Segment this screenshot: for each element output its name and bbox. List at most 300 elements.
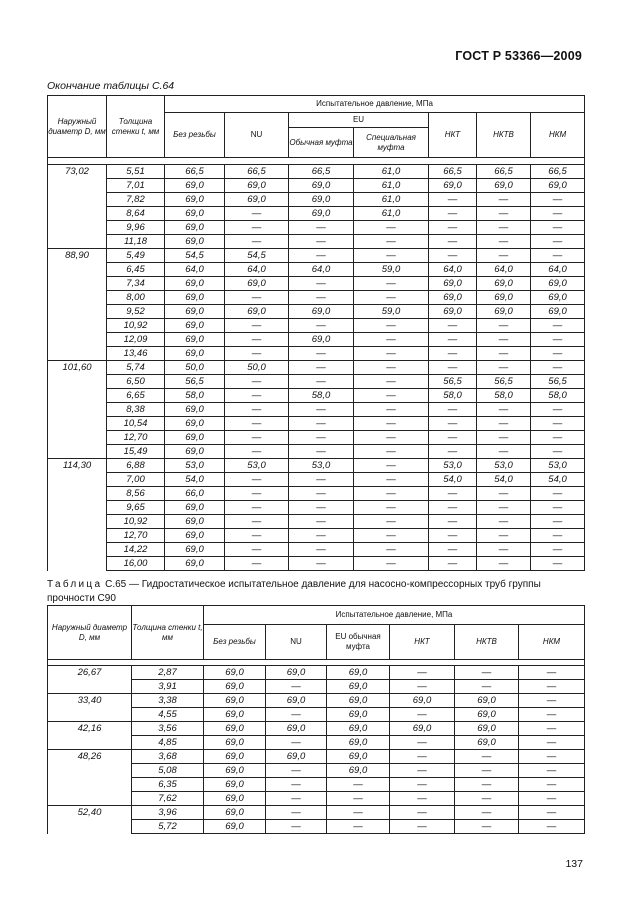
table-row <box>48 459 585 473</box>
pressure-value-cell: 53,0 <box>477 459 531 473</box>
table-c64-caption: Окончание таблицы С.64 <box>47 80 175 92</box>
pressure-value-cell: — <box>429 207 477 221</box>
pressure-value-cell: 69,0 <box>455 736 519 750</box>
pressure-value-cell: — <box>225 543 289 557</box>
col-eu-special-header: Специальная муфта <box>354 128 429 158</box>
pressure-value-cell: 54,5 <box>165 249 225 263</box>
diameter-cell: 26,67 <box>48 666 132 694</box>
table-row <box>48 179 585 193</box>
pressure-value-cell: — <box>429 543 477 557</box>
pressure-value-cell: — <box>531 417 585 431</box>
pressure-value-cell: 56,5 <box>477 375 531 389</box>
pressure-value-cell: — <box>429 235 477 249</box>
pressure-value-cell: 54,0 <box>165 473 225 487</box>
table-row <box>48 501 585 515</box>
wall-thickness-cell: 12,70 <box>107 529 165 543</box>
pressure-value-cell: — <box>390 736 455 750</box>
pressure-value-cell: 69,0 <box>165 347 225 361</box>
pressure-value-cell: 66,5 <box>165 165 225 179</box>
pressure-value-cell: — <box>477 361 531 375</box>
pressure-value-cell: — <box>289 221 354 235</box>
pressure-value-cell: — <box>354 501 429 515</box>
col-nkt-header: НКТ <box>429 113 477 158</box>
wall-thickness-cell: 5,49 <box>107 249 165 263</box>
pressure-value-cell: — <box>354 333 429 347</box>
wall-thickness-cell: 6,88 <box>107 459 165 473</box>
pressure-value-cell: 69,0 <box>266 722 327 736</box>
pressure-value-cell: — <box>289 501 354 515</box>
wall-thickness-cell: 5,72 <box>132 820 204 834</box>
pressure-value-cell: 69,0 <box>266 666 327 680</box>
pressure-value-cell: — <box>390 806 455 820</box>
pressure-value-cell: — <box>225 431 289 445</box>
pressure-value-cell: — <box>477 235 531 249</box>
pressure-value-cell: — <box>477 543 531 557</box>
pressure-value-cell: 61,0 <box>354 193 429 207</box>
pressure-value-cell: — <box>531 403 585 417</box>
pressure-value-cell: 59,0 <box>354 305 429 319</box>
pressure-value-cell: — <box>225 529 289 543</box>
pressure-value-cell: — <box>289 417 354 431</box>
pressure-value-cell: 58,0 <box>429 389 477 403</box>
pressure-value-cell: — <box>289 277 354 291</box>
pressure-value-cell: 54,0 <box>531 473 585 487</box>
pressure-value-cell: — <box>477 529 531 543</box>
pressure-value-cell: — <box>225 291 289 305</box>
pressure-value-cell: — <box>477 403 531 417</box>
pressure-value-cell: 69,0 <box>225 179 289 193</box>
pressure-value-cell: — <box>429 487 477 501</box>
pressure-value-cell: 69,0 <box>289 193 354 207</box>
pressure-value-cell: — <box>390 820 455 834</box>
pressure-value-cell: — <box>354 389 429 403</box>
wall-thickness-cell: 7,82 <box>107 193 165 207</box>
pressure-value-cell: — <box>531 487 585 501</box>
wall-thickness-cell: 14,22 <box>107 543 165 557</box>
diameter-cell: 42,16 <box>48 722 132 750</box>
pressure-value-cell: — <box>477 431 531 445</box>
pressure-value-cell: — <box>354 361 429 375</box>
pressure-value-cell: 69,0 <box>531 277 585 291</box>
pressure-value-cell: — <box>266 680 327 694</box>
pressure-value-cell: — <box>225 235 289 249</box>
pressure-value-cell: — <box>354 277 429 291</box>
pressure-value-cell: 69,0 <box>165 193 225 207</box>
col-diameter-header: Наружный диаметр D, мм <box>48 96 107 158</box>
pressure-value-cell: — <box>455 792 519 806</box>
pressure-value-cell: 69,0 <box>165 403 225 417</box>
pressure-value-cell: 69,0 <box>429 291 477 305</box>
diameter-cell: 48,26 <box>48 750 132 806</box>
table-row <box>48 445 585 459</box>
pressure-value-cell: 69,0 <box>204 694 266 708</box>
pressure-value-cell: — <box>225 333 289 347</box>
pressure-value-cell: — <box>354 403 429 417</box>
wall-thickness-cell: 7,34 <box>107 277 165 291</box>
pressure-value-cell: 69,0 <box>225 305 289 319</box>
diameter-cell: 114,30 <box>48 459 107 571</box>
table-row <box>48 291 585 305</box>
table-row <box>48 375 585 389</box>
table-row <box>48 750 585 764</box>
pressure-value-cell: — <box>327 820 390 834</box>
table-c65-caption <box>47 578 587 605</box>
pressure-value-cell: 69,0 <box>204 708 266 722</box>
table-row <box>48 557 585 571</box>
pressure-value-cell: 69,0 <box>165 501 225 515</box>
pressure-value-cell: 54,5 <box>225 249 289 263</box>
pressure-value-cell: 69,0 <box>165 319 225 333</box>
pressure-value-cell: — <box>519 806 585 820</box>
pressure-value-cell: 69,0 <box>204 806 266 820</box>
pressure-value-cell: 69,0 <box>165 305 225 319</box>
pressure-value-cell: 66,5 <box>477 165 531 179</box>
pressure-value-cell: — <box>477 249 531 263</box>
pressure-value-cell: — <box>354 347 429 361</box>
wall-thickness-cell: 6,35 <box>132 778 204 792</box>
pressure-value-cell: 69,0 <box>165 221 225 235</box>
pressure-value-cell: 53,0 <box>429 459 477 473</box>
standard-number: ГОСТ Р 53366—2009 <box>455 49 582 63</box>
table-row <box>48 277 585 291</box>
pressure-value-cell: — <box>266 778 327 792</box>
pressure-value-cell: — <box>477 417 531 431</box>
pressure-value-cell: — <box>390 764 455 778</box>
pressure-value-cell: 58,0 <box>531 389 585 403</box>
wall-thickness-cell: 16,00 <box>107 557 165 571</box>
pressure-value-cell: 64,0 <box>531 263 585 277</box>
pressure-value-cell: — <box>531 501 585 515</box>
table-c65-label: Таблица <box>47 579 103 590</box>
wall-thickness-cell: 3,68 <box>132 750 204 764</box>
col-nktv-header: НКТВ <box>477 113 531 158</box>
pressure-value-cell: — <box>354 473 429 487</box>
diameter-cell: 73,02 <box>48 165 107 249</box>
pressure-value-cell: — <box>289 431 354 445</box>
wall-thickness-cell: 8,56 <box>107 487 165 501</box>
pressure-value-cell: — <box>477 333 531 347</box>
pressure-value-cell: 69,0 <box>455 694 519 708</box>
table-row <box>48 333 585 347</box>
pressure-value-cell: — <box>225 389 289 403</box>
col-no-thread-header: Без резьбы <box>165 113 225 158</box>
pressure-value-cell: — <box>354 445 429 459</box>
pressure-value-cell: 69,0 <box>165 515 225 529</box>
pressure-value-cell: 69,0 <box>327 736 390 750</box>
wall-thickness-cell: 5,51 <box>107 165 165 179</box>
table-row <box>48 403 585 417</box>
pressure-value-cell: — <box>354 291 429 305</box>
pressure-value-cell: 69,0 <box>477 179 531 193</box>
pressure-value-cell: 69,0 <box>165 207 225 221</box>
table-row <box>48 347 585 361</box>
pressure-value-cell: — <box>477 515 531 529</box>
table-row <box>48 515 585 529</box>
pressure-value-cell: — <box>289 249 354 263</box>
pressure-value-cell: — <box>354 487 429 501</box>
pressure-value-cell: — <box>531 361 585 375</box>
pressure-value-cell: 61,0 <box>354 179 429 193</box>
pressure-value-cell: 69,0 <box>455 708 519 722</box>
pressure-value-cell: 69,0 <box>165 543 225 557</box>
wall-thickness-cell: 10,92 <box>107 319 165 333</box>
pressure-value-cell: — <box>519 666 585 680</box>
pressure-value-cell: 58,0 <box>165 389 225 403</box>
pressure-value-cell: — <box>429 557 477 571</box>
pressure-value-cell: 53,0 <box>531 459 585 473</box>
col-nkm-header: НКМ <box>531 113 585 158</box>
pressure-value-cell: — <box>225 501 289 515</box>
wall-thickness-cell: 13,46 <box>107 347 165 361</box>
pressure-value-cell: — <box>429 501 477 515</box>
pressure-value-cell: 69,0 <box>225 277 289 291</box>
t2-col-diameter-header: Наружный диаметр D, мм <box>48 606 132 660</box>
pressure-value-cell: 56,5 <box>165 375 225 389</box>
pressure-value-cell: — <box>354 431 429 445</box>
pressure-value-cell: — <box>455 820 519 834</box>
pressure-value-cell: — <box>519 736 585 750</box>
table-row <box>48 361 585 375</box>
pressure-value-cell: — <box>266 708 327 722</box>
pressure-value-cell: 64,0 <box>165 263 225 277</box>
pressure-value-cell: 69,0 <box>327 680 390 694</box>
pressure-value-cell: — <box>455 778 519 792</box>
wall-thickness-cell: 5,74 <box>107 361 165 375</box>
pressure-value-cell: — <box>289 487 354 501</box>
pressure-value-cell: 66,5 <box>429 165 477 179</box>
pressure-value-cell: 59,0 <box>354 263 429 277</box>
table-row <box>48 722 585 736</box>
pressure-value-cell: — <box>429 193 477 207</box>
pressure-value-cell: — <box>225 557 289 571</box>
pressure-value-cell: — <box>289 403 354 417</box>
pressure-value-cell: 58,0 <box>289 389 354 403</box>
pressure-value-cell: — <box>455 806 519 820</box>
pressure-value-cell: 69,0 <box>204 792 266 806</box>
pressure-value-cell: — <box>327 778 390 792</box>
pressure-value-cell: — <box>531 431 585 445</box>
pressure-value-cell: — <box>225 487 289 501</box>
wall-thickness-cell: 12,09 <box>107 333 165 347</box>
pressure-value-cell: — <box>354 249 429 263</box>
pressure-value-cell: — <box>519 708 585 722</box>
pressure-value-cell: — <box>354 459 429 473</box>
pressure-value-cell: — <box>225 417 289 431</box>
pressure-value-cell: 69,0 <box>165 445 225 459</box>
pressure-value-cell: 54,0 <box>429 473 477 487</box>
pressure-value-cell: 50,0 <box>225 361 289 375</box>
pressure-value-cell: — <box>266 792 327 806</box>
pressure-value-cell: 69,0 <box>477 277 531 291</box>
pressure-value-cell: 69,0 <box>477 305 531 319</box>
pressure-value-cell: — <box>354 235 429 249</box>
pressure-value-cell: — <box>477 445 531 459</box>
pressure-value-cell: — <box>354 515 429 529</box>
wall-thickness-cell: 9,96 <box>107 221 165 235</box>
diameter-cell: 88,90 <box>48 249 107 361</box>
pressure-value-cell: 69,0 <box>477 291 531 305</box>
pressure-value-cell: — <box>455 750 519 764</box>
t2-col-nu-header: NU <box>266 625 327 660</box>
pressure-value-cell: — <box>477 347 531 361</box>
table-row <box>48 207 585 221</box>
wall-thickness-cell: 5,08 <box>132 764 204 778</box>
pressure-value-cell: 53,0 <box>165 459 225 473</box>
t2-col-eu-header: EU обычная муфта <box>327 625 390 660</box>
pressure-value-cell: — <box>289 515 354 529</box>
pressure-value-cell: 69,0 <box>204 820 266 834</box>
pressure-value-cell: 69,0 <box>327 750 390 764</box>
pressure-value-cell: 66,5 <box>225 165 289 179</box>
pressure-value-cell: — <box>327 792 390 806</box>
pressure-value-cell: — <box>519 680 585 694</box>
t2-col-nktv-header: НКТВ <box>455 625 519 660</box>
pressure-value-cell: 53,0 <box>225 459 289 473</box>
pressure-value-cell: — <box>225 515 289 529</box>
pressure-value-cell: 69,0 <box>455 722 519 736</box>
table-row <box>48 221 585 235</box>
pressure-value-cell: — <box>429 515 477 529</box>
pressure-value-cell: 69,0 <box>165 179 225 193</box>
pressure-value-cell: 69,0 <box>266 750 327 764</box>
pressure-value-cell: — <box>289 347 354 361</box>
pressure-value-cell: 53,0 <box>289 459 354 473</box>
table-row <box>48 249 585 263</box>
table-row <box>48 473 585 487</box>
pressure-value-cell: 69,0 <box>266 694 327 708</box>
pressure-value-cell: 69,0 <box>531 179 585 193</box>
pressure-value-cell: 56,5 <box>429 375 477 389</box>
pressure-value-cell: 69,0 <box>165 431 225 445</box>
wall-thickness-cell: 6,45 <box>107 263 165 277</box>
pressure-value-cell: — <box>531 543 585 557</box>
pressure-value-cell: — <box>531 235 585 249</box>
pressure-value-cell: — <box>390 750 455 764</box>
pressure-value-cell: 69,0 <box>327 764 390 778</box>
wall-thickness-cell: 7,62 <box>132 792 204 806</box>
table-row <box>48 431 585 445</box>
pressure-value-cell: 58,0 <box>477 389 531 403</box>
pressure-value-cell: 69,0 <box>327 708 390 722</box>
pressure-value-cell: 50,0 <box>165 361 225 375</box>
table-row <box>48 694 585 708</box>
pressure-value-cell: 69,0 <box>165 333 225 347</box>
pressure-value-cell: — <box>477 221 531 235</box>
pressure-value-cell: 66,0 <box>165 487 225 501</box>
pressure-value-cell: — <box>477 193 531 207</box>
col-wall-header: Толщина стенки t, мм <box>107 96 165 158</box>
table-row <box>48 305 585 319</box>
pressure-value-cell: — <box>354 417 429 431</box>
table-c65 <box>47 605 585 834</box>
pressure-value-cell: 69,0 <box>289 333 354 347</box>
pressure-value-cell: — <box>354 557 429 571</box>
wall-thickness-cell: 3,91 <box>132 680 204 694</box>
pressure-value-cell: — <box>477 557 531 571</box>
pressure-value-cell: — <box>225 319 289 333</box>
pressure-value-cell: — <box>519 750 585 764</box>
wall-thickness-cell: 12,70 <box>107 431 165 445</box>
pressure-value-cell: — <box>289 557 354 571</box>
pressure-value-cell: 69,0 <box>327 722 390 736</box>
pressure-value-cell: 61,0 <box>354 207 429 221</box>
wall-thickness-cell: 4,85 <box>132 736 204 750</box>
wall-thickness-cell: 3,38 <box>132 694 204 708</box>
pressure-value-cell: 69,0 <box>429 179 477 193</box>
pressure-value-cell: — <box>225 207 289 221</box>
pressure-value-cell: — <box>225 347 289 361</box>
pressure-value-cell: — <box>455 680 519 694</box>
wall-thickness-cell: 10,54 <box>107 417 165 431</box>
diameter-cell: 33,40 <box>48 694 132 722</box>
page-number: 137 <box>565 858 583 870</box>
table-row <box>48 263 585 277</box>
pressure-value-cell: 69,0 <box>390 694 455 708</box>
pressure-value-cell: — <box>519 764 585 778</box>
table-row <box>48 487 585 501</box>
pressure-value-cell: — <box>429 431 477 445</box>
t2-col-nkt-header: НКТ <box>390 625 455 660</box>
pressure-value-cell: — <box>531 515 585 529</box>
pressure-value-cell: 69,0 <box>204 736 266 750</box>
pressure-value-cell: 69,0 <box>165 235 225 249</box>
pressure-value-cell: — <box>289 543 354 557</box>
pressure-value-cell: 69,0 <box>327 694 390 708</box>
pressure-value-cell: — <box>477 487 531 501</box>
pressure-value-cell: — <box>289 361 354 375</box>
pressure-value-cell: — <box>531 319 585 333</box>
pressure-value-cell: — <box>477 501 531 515</box>
pressure-value-cell: 56,5 <box>531 375 585 389</box>
pressure-value-cell: — <box>531 333 585 347</box>
pressure-value-cell: 69,0 <box>204 778 266 792</box>
pressure-value-cell: 69,0 <box>204 750 266 764</box>
pressure-value-cell: 66,5 <box>289 165 354 179</box>
diameter-cell: 101,60 <box>48 361 107 459</box>
col-pressure-header: Испытательное давление, МПа <box>165 96 585 113</box>
col-eu-header: EU <box>289 113 429 128</box>
pressure-value-cell: — <box>327 806 390 820</box>
wall-thickness-cell: 8,00 <box>107 291 165 305</box>
pressure-value-cell: — <box>429 347 477 361</box>
t2-col-nkm-header: НКМ <box>519 625 585 660</box>
pressure-value-cell: — <box>519 792 585 806</box>
pressure-value-cell: — <box>519 722 585 736</box>
pressure-value-cell: — <box>390 792 455 806</box>
pressure-value-cell: 69,0 <box>165 557 225 571</box>
table-row <box>48 165 585 179</box>
pressure-value-cell: 69,0 <box>204 764 266 778</box>
pressure-value-cell: — <box>390 708 455 722</box>
table-row <box>48 193 585 207</box>
pressure-value-cell: — <box>225 221 289 235</box>
t2-col-no-thread-header: Без резьбы <box>204 625 266 660</box>
pressure-value-cell: — <box>455 764 519 778</box>
pressure-value-cell: — <box>455 666 519 680</box>
pressure-value-cell: — <box>225 375 289 389</box>
pressure-value-cell: — <box>429 249 477 263</box>
pressure-value-cell: 69,0 <box>165 529 225 543</box>
pressure-value-cell: — <box>354 543 429 557</box>
pressure-value-cell: — <box>289 291 354 305</box>
pressure-value-cell: 64,0 <box>477 263 531 277</box>
pressure-value-cell: 69,0 <box>429 305 477 319</box>
pressure-value-cell: 69,0 <box>289 179 354 193</box>
pressure-value-cell: — <box>225 403 289 417</box>
pressure-value-cell: — <box>289 473 354 487</box>
pressure-value-cell: — <box>531 193 585 207</box>
pressure-value-cell: — <box>225 445 289 459</box>
